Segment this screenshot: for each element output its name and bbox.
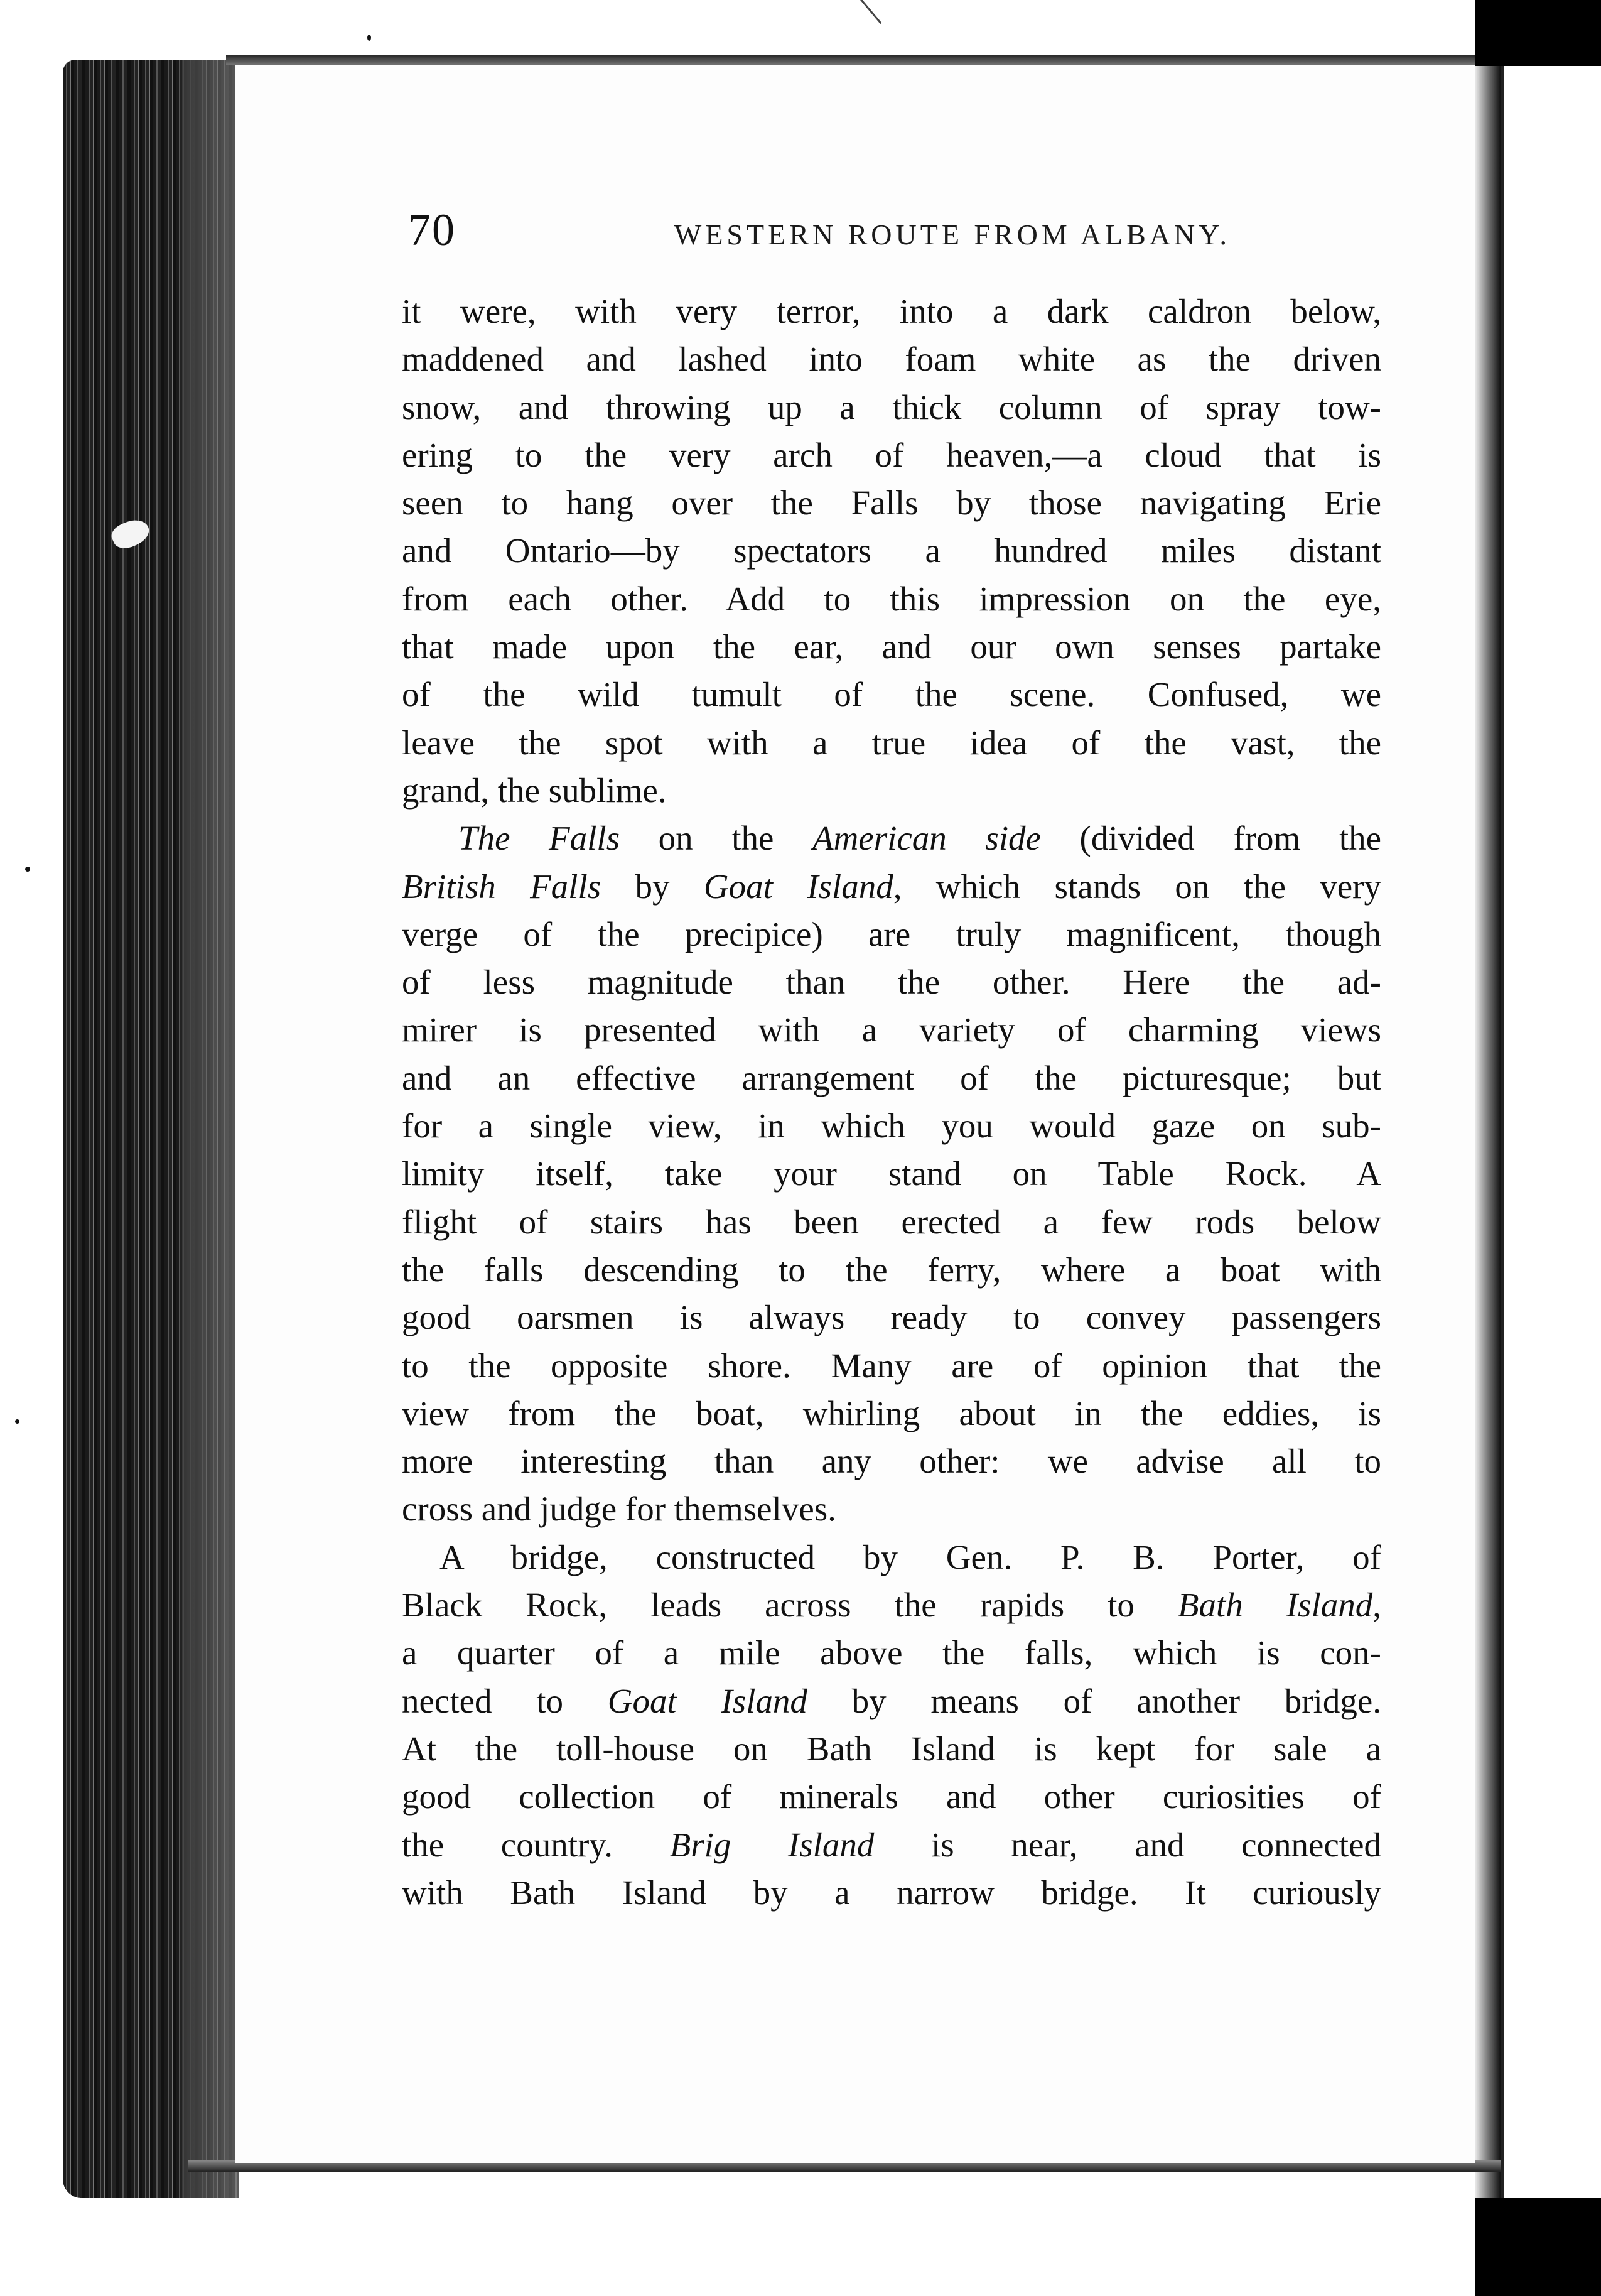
dust-speck	[25, 867, 30, 872]
dust-speck	[367, 35, 371, 41]
text-line: snow, and throwing up a thick column of spray tow-	[402, 387, 1381, 426]
text-line: leave the spot with a true idea of the vast, the	[402, 723, 1381, 762]
text-line: British Falls by Goat Island, which stands on the very	[402, 867, 1381, 906]
right-gutter-shadow	[1475, 66, 1501, 2198]
text-line: to the opposite shore. Many are of opinion that the	[402, 1346, 1381, 1385]
text-line: seen to hang over the Falls by those navigating Erie	[402, 484, 1381, 523]
page-header	[408, 204, 1231, 261]
scratch-mark	[860, 0, 910, 24]
text-line: A bridge, constructed by Gen. P. B. Porter, of	[439, 1537, 1381, 1576]
page-edges-shadow	[182, 60, 239, 2198]
text-line: for a single view, in which you would gaze on sub-	[402, 1107, 1381, 1145]
text-line: mirer is presented with a variety of charming views	[402, 1010, 1381, 1049]
text-line: of the wild tumult of the scene. Confused, we	[402, 675, 1381, 714]
text-line: from each other. Add to this impression on the eye,	[402, 579, 1381, 618]
text-line: ering to the very arch of heaven,—a cloud that is	[402, 435, 1381, 474]
text-line: view from the boat, whirling about in the eddies, is	[402, 1394, 1381, 1432]
text-line: grand, the sublime.	[402, 771, 667, 810]
text-line: good collection of minerals and other curiosities of	[402, 1777, 1381, 1816]
body-text	[402, 288, 1381, 1917]
dust-speck	[15, 1419, 19, 1424]
text-line: good oarsmen is always ready to convey passengers	[402, 1298, 1381, 1337]
text-line: verge of the precipice) are truly magnificent, though	[402, 914, 1381, 953]
text-line: At the toll-house on Bath Island is kept for sale a	[402, 1729, 1381, 1768]
text-line: nected to Goat Island by means of another bridge.	[402, 1681, 1381, 1720]
text-line: that made upon the ear, and our own senses partake	[402, 627, 1381, 666]
page-number: 70	[408, 205, 456, 255]
text-line: of less magnitude than the other. Here the ad-	[402, 963, 1381, 1002]
text-line: with Bath Island by a narrow bridge. It curiously	[402, 1873, 1381, 1912]
text-line: and Ontario—by spectators a hundred miles distant	[402, 531, 1381, 570]
top-page-edge	[226, 55, 1501, 65]
text-line: the falls descending to the ferry, where a boat with	[402, 1250, 1381, 1289]
text-line: flight of stairs has been erected a few rods below	[402, 1202, 1381, 1241]
running-head: WESTERN ROUTE FROM ALBANY.	[674, 219, 1231, 251]
facing-page-edge	[1501, 66, 1601, 2198]
text-line: maddened and lashed into foam white as the driven	[402, 340, 1381, 379]
text-line: it were, with very terror, into a dark caldron below,	[402, 292, 1381, 330]
text-line: a quarter of a mile above the falls, which is con-	[402, 1633, 1381, 1672]
text-line: cross and judge for themselves.	[402, 1490, 836, 1529]
text-line: the country. Brig Island is near, and connected	[402, 1825, 1381, 1864]
text-line: Black Rock, leads across the rapids to Bath Island,	[402, 1586, 1381, 1625]
text-line: limity itself, take your stand on Table Rock. A	[402, 1154, 1381, 1193]
text-line: more interesting than any other: we advise all to	[402, 1442, 1381, 1481]
text-line: and an effective arrangement of the picturesque; but	[402, 1058, 1381, 1097]
text-line: The Falls on the American side (divided from the	[458, 819, 1382, 858]
